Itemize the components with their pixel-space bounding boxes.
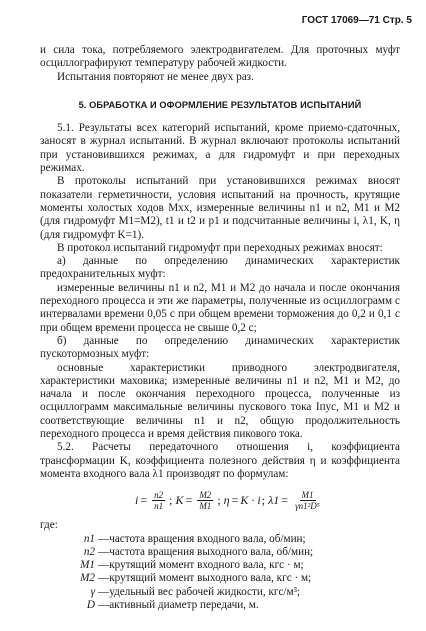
formula-separator: ; <box>169 493 173 508</box>
page-header: ГОСТ 17069—71 Стр. 5 <box>301 15 412 26</box>
definition-dash: — <box>98 559 110 572</box>
formula-k-numerator: M2 <box>199 490 212 501</box>
formula-separator: ; <box>217 493 221 508</box>
formula-line <box>60 490 400 511</box>
formula-k-symbol: K <box>175 493 184 508</box>
formula-i-numerator: n2 <box>154 490 164 501</box>
formula-equals: = <box>281 493 289 508</box>
paragraph-5-2: 5.2. Расчеты передаточного отношения i, коэффициента трансформации K, коэффициента полезного действия η и коэффициента момента входного вала λ1 производят по формулам: <box>40 441 400 480</box>
definition-symbol: M1 <box>80 559 95 572</box>
formula-i-symbol: i <box>135 493 139 508</box>
definition-dash: — <box>98 598 110 611</box>
definition-dash: — <box>98 532 110 545</box>
definition-text: частота вращения входного вала, об/мин; <box>109 532 306 545</box>
formula-lambda-denominator: γn1²D⁵ <box>295 501 320 512</box>
paragraph-item-b-text: основные характеристики приводного электродвигателя, характеристики маховика; измеренные величины n1 и n2, M1 и M2, до начала и после окончания переходного процесса, полученные из осциллограмм максимальные величины пускового тока Iпус, M1 и M2 и соответствующие величины n1 и n2, общую продолжительность переходного процесса и время действия пикового тока. <box>40 361 400 441</box>
page-content <box>40 44 400 612</box>
paragraph-repeat-tests: Испытания повторяют не менее двух раз. <box>57 70 254 83</box>
paragraph-continuation: и сила тока, потребляемого электродвигателем. Для проточных муфт осциллографируют температуру рабочей жидкости. <box>40 44 400 70</box>
paragraph-transient-protocols: В протокол испытаний гидромуфт при переходных режимах вносят: <box>57 241 383 254</box>
definition-symbol: D <box>86 598 95 611</box>
formula-i-fraction <box>152 490 165 511</box>
formula-separator: ; <box>261 493 266 508</box>
formula-k-denominator: M1 <box>199 501 212 512</box>
formula-lambda-symbol: λ1 <box>268 493 280 508</box>
definition-symbol: γ <box>90 585 95 598</box>
definition-row <box>40 572 400 585</box>
formula-lambda-numerator: M1 <box>301 490 314 501</box>
formula-equals: = <box>140 493 148 508</box>
definition-text: крутящий момент входного вала, кгс · м; <box>109 559 304 572</box>
section-heading: 5. ОБРАБОТКА И ОФОРМЛЕНИЕ РЕЗУЛЬТАТОВ ИСПЫТАНИЙ <box>78 99 362 110</box>
definition-text: активный диаметр передачи, м. <box>109 598 259 611</box>
definition-symbol: n2 <box>83 545 95 558</box>
definition-text: удельный вес рабочей жидкости, кгс/м³; <box>109 585 301 598</box>
definition-row <box>40 559 400 572</box>
paragraph-5-1: 5.1. Результаты всех категорий испытаний, кроме приемо-сдаточных, заносят в журнал испытаний. В журнал включают протоколы испытаний при установившихся режимах, а для гидромуфт и при переходных режимах. <box>40 122 400 175</box>
definition-text: крутящий момент выходного вала, кгс · м; <box>109 572 312 585</box>
definition-row <box>40 546 400 559</box>
definition-text: частота вращения выходного вала, об/мин; <box>109 545 314 558</box>
paragraph-item-a: а) данные по определению динамических характеристик предохранительных муфт: <box>40 255 400 281</box>
paragraph-item-b: б) данные по определению динамических характеристик пускотормозных муфт: <box>40 334 400 361</box>
definition-row <box>40 533 400 546</box>
definition-symbol: n1 <box>83 532 95 545</box>
formula-equals: = <box>231 493 239 508</box>
definition-row <box>40 586 400 599</box>
definition-dash: — <box>98 585 110 598</box>
paragraph-item-a-text: измеренные величины n1 и n2, M1 и M2 до начала и после окончания переходного процесса и эти же параметры, полученные из осциллограмм с интервалами времени 0,05 с при общем времени торможения до 0,2 и 0,1 с при общем времени процесса не свыше 0,2 с; <box>40 281 400 334</box>
formula-eta-rhs: K · i <box>240 493 261 508</box>
where-label: где: <box>40 519 58 532</box>
definition-symbol: M2 <box>80 572 95 585</box>
definition-dash: — <box>98 572 110 585</box>
formula-eta-symbol: η <box>223 493 230 508</box>
formula-equals: = <box>185 493 193 508</box>
formula-k-fraction <box>197 490 213 511</box>
definition-dash: — <box>98 545 110 558</box>
paragraph-steady-protocols: В протоколы испытаний при установившихся режимах вносят показатели герметичности, условия испытаний на прочность, крутящие моменты холостых ходов Mхх, измеренные величины n1 и n2, M1 и M2 (для гидромуфт M1=M2), t1 и t2 и p1 и подсчитанные величины i, λ1, K, η (для гидромуфт K=1). <box>40 175 400 241</box>
definition-row <box>40 599 400 612</box>
formula-lambda-fraction <box>293 490 322 511</box>
formula-i-denominator: n1 <box>154 501 164 512</box>
